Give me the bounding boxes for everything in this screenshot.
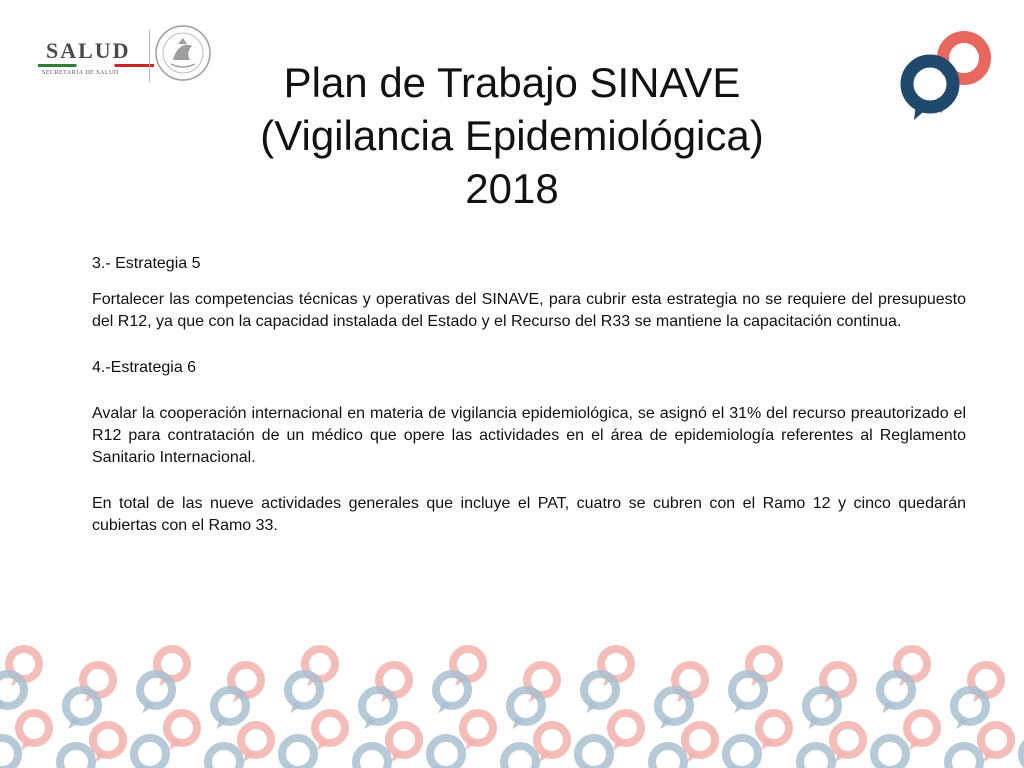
pattern-ring bbox=[954, 690, 986, 722]
pattern-ring bbox=[362, 690, 394, 722]
pattern-ring bbox=[880, 674, 912, 706]
pattern-ring bbox=[732, 674, 764, 706]
pattern-ring bbox=[315, 713, 345, 743]
pattern-ring bbox=[578, 738, 610, 768]
pattern-ring bbox=[759, 713, 789, 743]
pattern-ring bbox=[93, 725, 123, 755]
pattern-ring bbox=[282, 738, 314, 768]
pattern-ring bbox=[208, 746, 240, 768]
pattern-ring bbox=[800, 746, 832, 768]
pattern-ring bbox=[833, 725, 863, 755]
section-text-estrategia-5: Fortalecer las competencias técnicas y operativas del SINAVE, para cubrir esta estrategia no se requiere del presupuesto del R12, ya que con la capacidad instalada del Estado y el Recurso del R33 se mantiene la capacitación continua. bbox=[92, 291, 966, 330]
pattern-ring bbox=[463, 713, 493, 743]
ring-pattern-decoration bbox=[0, 628, 1024, 768]
pattern-ring bbox=[611, 713, 641, 743]
pattern-ring bbox=[981, 725, 1011, 755]
pattern-ring bbox=[167, 713, 197, 743]
pattern-ring bbox=[652, 746, 684, 768]
pattern-ring bbox=[806, 690, 838, 722]
title-line-1: Plan de Trabajo SINAVE bbox=[283, 59, 741, 106]
slide-body bbox=[92, 253, 966, 537]
slide-title bbox=[150, 56, 874, 215]
pattern-ring bbox=[948, 746, 980, 768]
pattern-ring bbox=[66, 690, 98, 722]
pattern-ring bbox=[510, 690, 542, 722]
pattern-ring bbox=[241, 725, 271, 755]
section-heading-estrategia-5: 3.- Estrategia 5 bbox=[92, 255, 201, 272]
pattern-ring bbox=[726, 738, 758, 768]
pattern-ring bbox=[288, 674, 320, 706]
pattern-ring bbox=[60, 746, 92, 768]
pattern-ring bbox=[685, 725, 715, 755]
agency-name: SALUD bbox=[46, 38, 131, 63]
pattern-ring bbox=[389, 725, 419, 755]
agency-subtitle: SECRETARÍA DE SALUD bbox=[42, 70, 119, 76]
pattern-ring bbox=[436, 674, 468, 706]
pattern-ring bbox=[140, 674, 172, 706]
linked-rings-logo-icon bbox=[894, 24, 1000, 124]
pattern-ring bbox=[584, 674, 616, 706]
pattern-ring bbox=[19, 713, 49, 743]
summary-paragraph: En total de las nueve actividades generales que incluye el PAT, cuatro se cubren con el Ramo 12 y cinco quedarán cubiertas con el Ramo 33. bbox=[92, 495, 966, 534]
pattern-ring bbox=[0, 674, 24, 706]
pattern-ring bbox=[0, 738, 18, 768]
pattern-ring bbox=[430, 738, 462, 768]
section-text-estrategia-6: Avalar la cooperación internacional en materia de vigilancia epidemiológica, se asignó el 31% del recurso preautorizado el R12 para contratación de un médico que opere las actividades en el área de epidemiología referentes al Reglamento Sanitario Internacional. bbox=[92, 405, 966, 466]
section-heading-estrategia-6: 4.-Estrategia 6 bbox=[92, 359, 197, 376]
pattern-ring bbox=[356, 746, 388, 768]
pattern-ring bbox=[537, 725, 567, 755]
title-line-3: 2018 bbox=[465, 165, 559, 212]
title-line-2: (Vigilancia Epidemiológica) bbox=[260, 112, 764, 159]
pattern-ring bbox=[504, 746, 536, 768]
pattern-ring bbox=[134, 738, 166, 768]
pattern-ring bbox=[214, 690, 246, 722]
pattern-ring bbox=[874, 738, 906, 768]
pattern-ring bbox=[658, 690, 690, 722]
flag-rule bbox=[38, 64, 154, 67]
pattern-ring bbox=[907, 713, 937, 743]
